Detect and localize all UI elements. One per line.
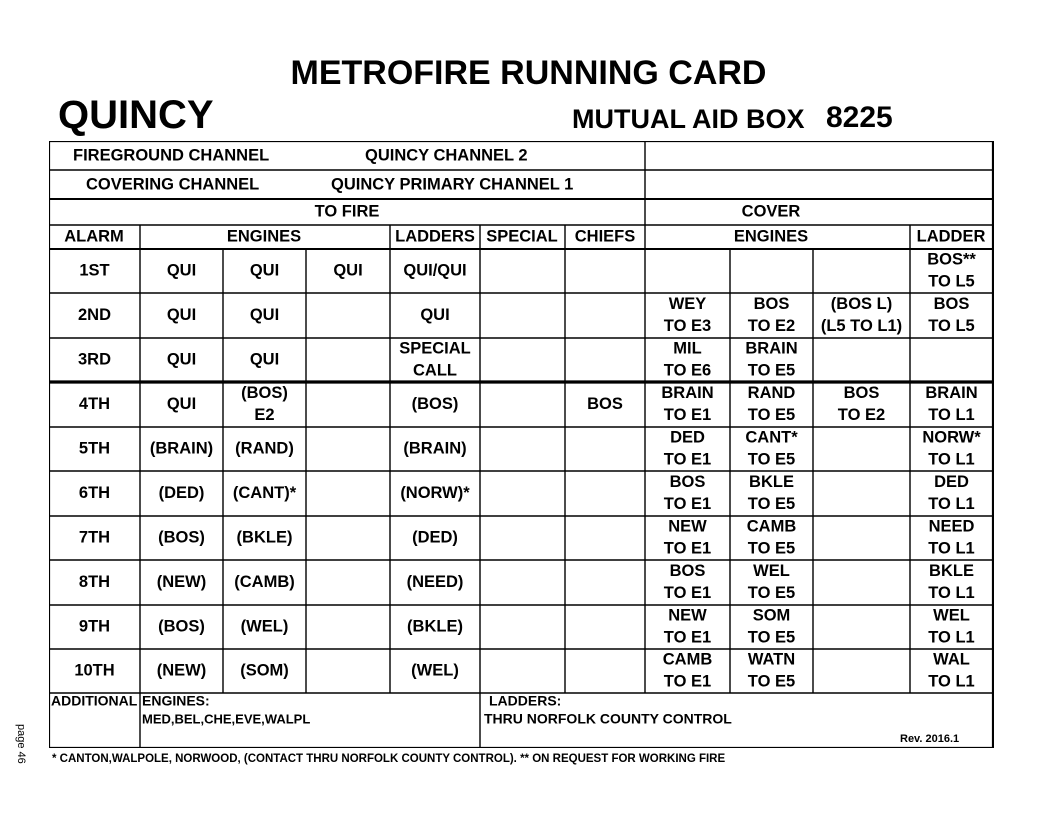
alarm-10: 10TH — [74, 661, 115, 680]
cover-engine2-4-line2: TO E5 — [747, 405, 796, 424]
engine2-4-line1: (BOS) — [241, 383, 288, 402]
cover-ladder-9-line1: WEL — [933, 606, 970, 625]
engine1-8: (NEW) — [156, 572, 207, 591]
engine1-7: (BOS) — [158, 528, 205, 547]
cover-engine1-5-line2: TO E1 — [663, 450, 712, 469]
cover-engine1-4-line1: BRAIN — [661, 383, 714, 402]
cover-ladder-2-line1: BOS — [933, 294, 970, 313]
additional-ladders-value: THRU NORFOLK COUNTY CONTROL — [484, 710, 732, 727]
engine1-9: (BOS) — [158, 617, 205, 636]
engine1-6: (DED) — [158, 483, 205, 502]
ladder-2: QUI — [420, 305, 450, 324]
cover-ladder-9-line2: TO L1 — [928, 628, 975, 647]
cover-ladder-8-line2: TO L1 — [928, 583, 975, 602]
cover-engine3-2-line2: (L5 TO L1) — [820, 316, 903, 335]
ladder-5: (BRAIN) — [403, 439, 467, 458]
cover-ladder-4-line1: BRAIN — [925, 383, 978, 402]
ladder-10: (WEL) — [411, 661, 459, 680]
engine1-3: QUI — [166, 350, 197, 369]
cover-engine2-5-line2: TO E5 — [747, 450, 796, 469]
cover-engine2-2-line2: TO E2 — [747, 316, 796, 335]
cover-engine2-8-line2: TO E5 — [747, 583, 796, 602]
header-cover-engines: ENGINES — [733, 227, 809, 246]
cover-engine2-8-line1: WEL — [753, 561, 790, 580]
alarm-4: 4TH — [78, 394, 111, 413]
cover-ladder-10-line1: WAL — [933, 650, 970, 669]
cover-engine3-4-line1: BOS — [843, 383, 880, 402]
cover-engine2-6-line2: TO E5 — [747, 494, 796, 513]
engine2-7: (BKLE) — [236, 528, 293, 547]
cover-ladder-7-line2: TO L1 — [928, 539, 975, 558]
engine1-10: (NEW) — [156, 661, 207, 680]
cover-ladder-7-line1: NEED — [928, 517, 975, 536]
alarm-7: 7TH — [78, 528, 111, 547]
cover-engine2-7-line2: TO E5 — [747, 539, 796, 558]
additional-engines-label: ENGINES: — [142, 692, 210, 709]
engine2-10: (SOM) — [240, 661, 289, 680]
page-title: METROFIRE RUNNING CARD — [290, 54, 767, 92]
cover-engine2-9-line2: TO E5 — [747, 628, 796, 647]
header-ladders: LADDERS — [395, 227, 475, 246]
cover-engine1-9-line1: NEW — [668, 606, 707, 625]
cover-engine1-2-line1: WEY — [668, 294, 707, 313]
fireground-label: FIREGROUND CHANNEL — [73, 146, 270, 165]
box-label: MUTUAL AID BOX — [572, 104, 805, 134]
engine1-5: (BRAIN) — [149, 439, 214, 458]
alarm-3: 3RD — [77, 350, 112, 369]
engine1-4: QUI — [166, 394, 197, 413]
cover-engine2-5-line1: CANT* — [745, 428, 798, 447]
engine2-6: (CANT)* — [232, 483, 297, 502]
cover-engine1-3-line1: MIL — [673, 339, 702, 358]
cover-engine1-6-line2: TO E1 — [663, 494, 712, 513]
cover-engine2-10-line2: TO E5 — [747, 672, 796, 691]
ladder-3-line1: SPECIAL — [399, 339, 471, 358]
engine3-1: QUI — [333, 261, 363, 280]
cover-engine2-7-line1: CAMB — [746, 517, 797, 536]
engine1-2: QUI — [166, 305, 197, 324]
alarm-8: 8TH — [78, 572, 111, 591]
engine2-1: QUI — [249, 261, 280, 280]
cover-engine1-5-line1: DED — [670, 428, 705, 447]
cover-engine1-4-line2: TO E1 — [663, 405, 712, 424]
header-engines: ENGINES — [226, 227, 302, 246]
engine2-2: QUI — [249, 305, 280, 324]
revision-label: Rev. 2016.1 — [900, 733, 960, 745]
footnote: * CANTON,WALPOLE, NORWOOD, (CONTACT THRU NORFOLK COUNTY CONTROL). ** ON REQUEST FOR WORKING FIRE — [52, 753, 726, 765]
cover-ladder-4-line2: TO L1 — [928, 405, 975, 424]
ladder-7: (DED) — [412, 528, 458, 547]
running-card-table — [49, 141, 994, 748]
cover-ladder-1-line2: TO L5 — [928, 272, 975, 291]
engine2-8: (CAMB) — [234, 572, 295, 591]
covering-label: COVERING CHANNEL — [86, 175, 260, 194]
alarm-1: 1ST — [79, 261, 110, 280]
ladder-9: (BKLE) — [407, 617, 463, 636]
cover-engine3-2-line1: (BOS L) — [830, 294, 893, 313]
page-number: page 46 — [15, 724, 27, 764]
cover-engine2-9-line1: SOM — [752, 606, 791, 625]
cover-engine1-3-line2: TO E6 — [663, 361, 712, 380]
ladder-3-line2: CALL — [413, 361, 457, 380]
alarm-2: 2ND — [77, 305, 112, 324]
box-number: 8225 — [826, 101, 893, 134]
alarm-9: 9TH — [78, 617, 111, 636]
city-name: QUINCY — [58, 93, 214, 137]
cover-ladder-5-line2: TO L1 — [928, 450, 975, 469]
cover-ladder-6-line1: DED — [934, 472, 969, 491]
cover-engine2-4-line1: RAND — [747, 383, 796, 402]
cover-ladder-2-line2: TO L5 — [928, 316, 975, 335]
table-cells — [51, 146, 985, 726]
additional-engines-value: MED,BEL,CHE,EVE,WALPL — [142, 711, 311, 727]
cover-engine1-8-line1: BOS — [669, 561, 706, 580]
header-to-fire: TO FIRE — [314, 202, 380, 221]
cover-ladder-1-line1: BOS** — [927, 250, 976, 269]
cover-engine1-7-line1: NEW — [668, 517, 707, 536]
additional-ladders-label: LADDERS: — [489, 692, 562, 709]
cover-engine1-7-line2: TO E1 — [663, 539, 712, 558]
cover-engine1-2-line2: TO E3 — [663, 316, 712, 335]
ladder-4: (BOS) — [411, 394, 459, 413]
cover-engine1-10-line2: TO E1 — [663, 672, 712, 691]
header-alarm: ALARM — [64, 227, 124, 246]
cover-engine2-3-line1: BRAIN — [745, 339, 798, 358]
ladder-6: (NORW)* — [400, 483, 470, 502]
cover-ladder-10-line2: TO L1 — [928, 672, 975, 691]
cover-engine1-6-line1: BOS — [669, 472, 706, 491]
engine2-5: (RAND) — [235, 439, 294, 458]
engine2-9: (WEL) — [240, 617, 289, 636]
cover-engine2-3-line2: TO E5 — [747, 361, 796, 380]
cover-engine2-6-line1: BKLE — [749, 472, 794, 491]
header-special: SPECIAL — [486, 227, 558, 246]
header-chiefs: CHIEFS — [574, 227, 636, 246]
ladder-1: QUI/QUI — [403, 261, 467, 280]
header-cover: COVER — [741, 202, 801, 221]
cover-engine1-10-line1: CAMB — [662, 650, 713, 669]
ladder-8: (NEED) — [406, 572, 464, 591]
cover-engine1-8-line2: TO E1 — [663, 583, 712, 602]
engine1-1: QUI — [166, 261, 197, 280]
alarm-5: 5TH — [78, 439, 111, 458]
header-cover-ladder: LADDER — [916, 227, 986, 246]
cover-engine2-2-line1: BOS — [753, 294, 790, 313]
cover-ladder-5-line1: NORW* — [922, 428, 981, 447]
fireground-value: QUINCY CHANNEL 2 — [365, 146, 528, 165]
engine2-4-line2: E2 — [254, 405, 275, 424]
alarm-6: 6TH — [78, 483, 111, 502]
additional-label: ADDITIONAL — [51, 692, 138, 709]
cover-ladder-6-line2: TO L1 — [928, 494, 975, 513]
chiefs-4: BOS — [587, 394, 623, 413]
cover-engine1-9-line2: TO E1 — [663, 628, 712, 647]
cover-engine2-10-line1: WATN — [747, 650, 796, 669]
covering-value: QUINCY PRIMARY CHANNEL 1 — [331, 175, 574, 194]
cover-engine3-4-line2: TO E2 — [837, 405, 886, 424]
engine2-3: QUI — [249, 350, 280, 369]
cover-ladder-8-line1: BKLE — [929, 561, 974, 580]
